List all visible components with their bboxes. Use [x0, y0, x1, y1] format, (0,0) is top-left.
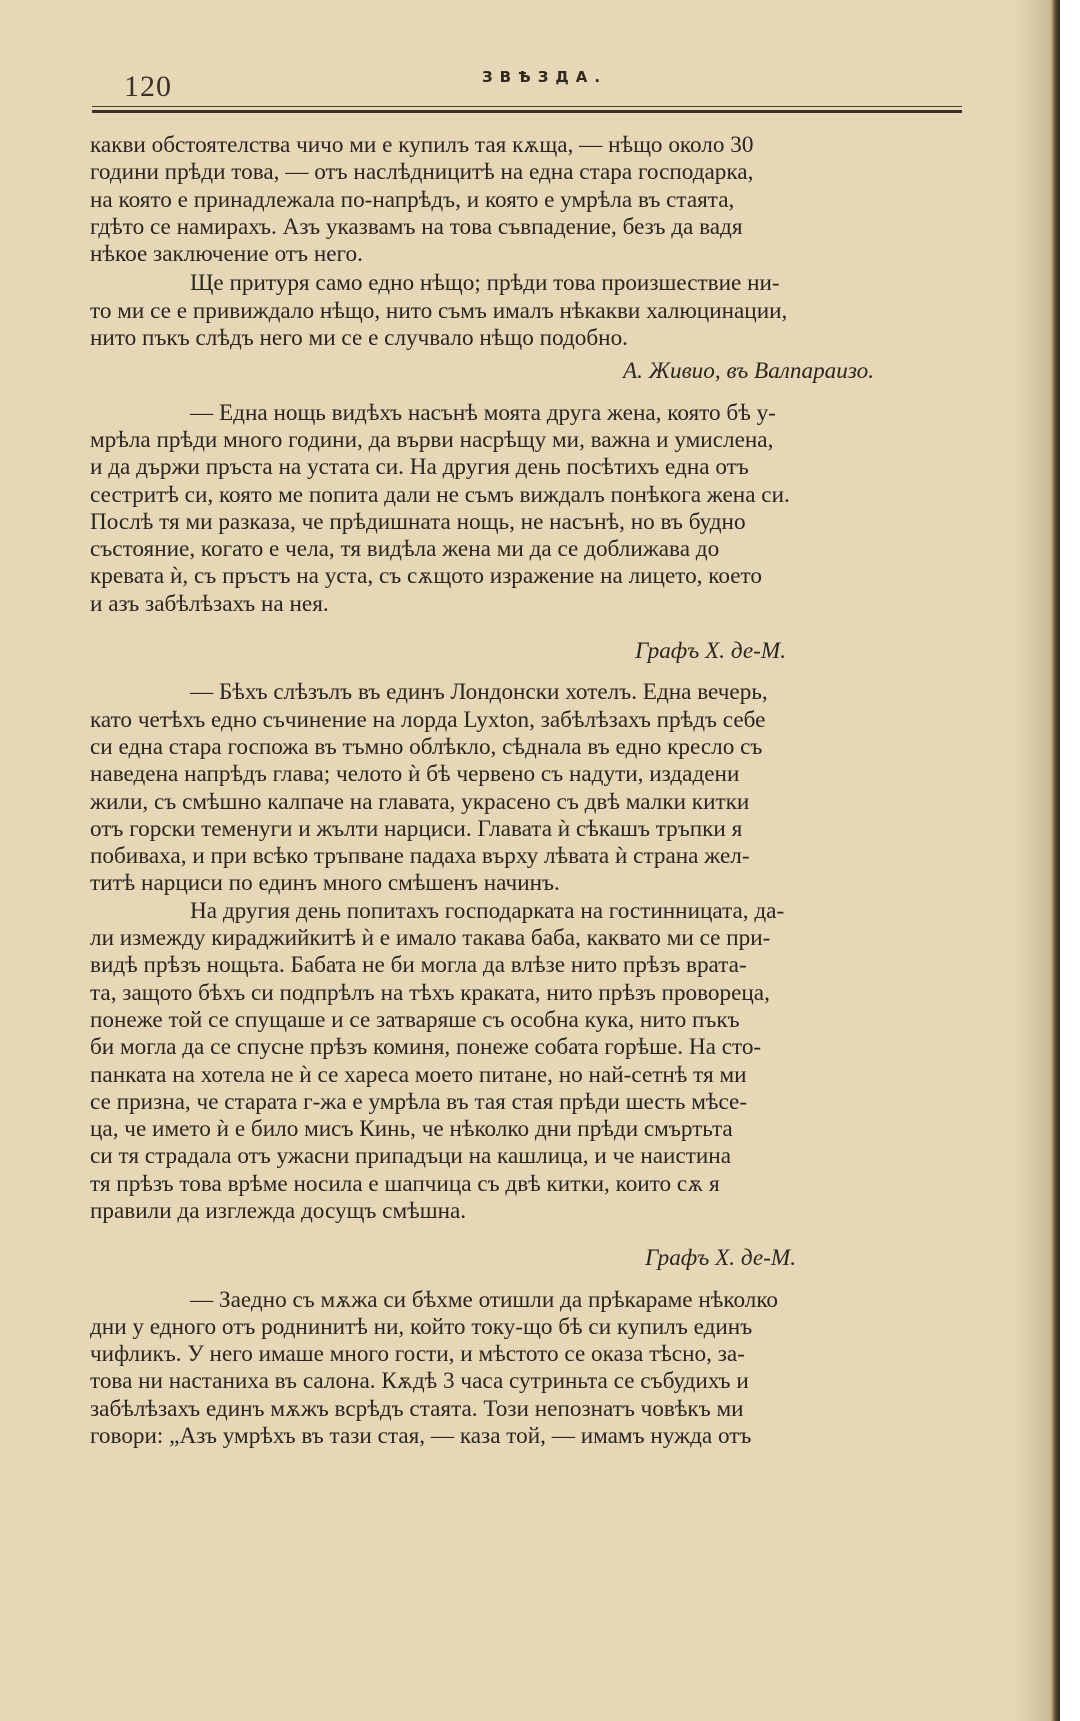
page-fold-shadow [1015, 0, 1051, 1721]
text-line: панката на хотела не ѝ се хареса моето питане, но най-сетнѣ тя ми [90, 1061, 747, 1088]
text-line: отъ горски теменуги и жълти нарциси. Главата ѝ сѣкашъ тръпки я [90, 815, 743, 842]
text-line: нито пъкъ слѣдъ него ми се е случвало нѣщо подобно. [90, 325, 628, 352]
text-line: титѣ нарциси по единъ много смѣшенъ начинъ. [90, 870, 560, 897]
signature: Графъ Х. де-М. [635, 638, 786, 665]
text-line: сестритѣ си, която ме попита дали не съмъ виждалъ понѣкога жена си. [90, 481, 790, 508]
text-line: Послѣ тя ми разказа, че прѣдишната нощь, не насънѣ, но въ будно [90, 508, 746, 535]
text-line: — Заедно съ мѫжа си бѣхме отишли да прѣкараме нѣколко [190, 1286, 779, 1313]
text-line: нѣкое заключение отъ него. [90, 241, 363, 268]
text-line: си една стара госпожа въ тъмно облѣкло, сѣднала въ едно кресло съ [90, 733, 763, 760]
text-line: като четѣхъ едно съчинение на лорда Lyxton, забѣлѣзахъ прѣдъ себе [90, 706, 766, 733]
text-line: дни у едного отъ роднинитѣ ни, който току-що бѣ си купилъ единъ [90, 1313, 753, 1340]
page-number: 120 [124, 70, 172, 103]
body-text [90, 132, 956, 1450]
paragraph [90, 679, 956, 897]
text-line: би могла да се спусне прѣзъ коминя, понеже собата горѣше. На сто- [90, 1034, 762, 1061]
text-line: си тя страдала отъ ужасни припадъци на кашлица, и че наистина [90, 1143, 731, 1170]
text-line: видѣ прѣзъ нощьта. Бабата не би могла да влѣзе нито прѣзъ врата- [90, 952, 747, 979]
text-line: тя прѣзъ това врѣме носила е шапчица съ двѣ китки, които сѫ я [90, 1170, 720, 1197]
signature: А. Живио, въ Валпараизо. [623, 358, 874, 385]
header-rule-thick [92, 110, 962, 113]
text-line: — Една нощь видѣхъ насънѣ моята друга жена, която бѣ у- [190, 399, 776, 426]
paragraph [90, 132, 956, 268]
text-line: мрѣла прѣди много години, да върви насрѣщу ми, важна и умислена, [90, 426, 774, 453]
text-line: години прѣди това, — отъ наслѣдницитѣ на една стара господарка, [90, 159, 754, 186]
text-line: се призна, че старата г-жа е умрѣла въ тая стая прѣди шесть мѣсе- [90, 1088, 748, 1115]
text-line: жили, съ смѣшно калпаче на главата, украсено съ двѣ малки китки [90, 788, 750, 815]
text-line: състояние, когато е чела, тя видѣла жена ми да се доближава до [90, 536, 720, 563]
text-line: говори: „Азъ умрѣхъ въ тази стая, — каза той, — имамъ нужда отъ [90, 1423, 752, 1450]
page-edge [1051, 0, 1060, 1721]
paragraph [90, 400, 956, 618]
text-line: кревата ѝ, съ пръстъ на уста, съ сѫщото изражение на лицето, което [90, 563, 762, 590]
text-line: понеже той се спущаше и се затваряше съ особна кука, нито пъкъ [90, 1006, 740, 1033]
text-line: побиваха, и при всѣко тръпване падаха върху лѣвата ѝ страна жел- [90, 843, 750, 870]
text-line: и да държи пръста на устата си. На другия день посѣтихъ една отъ [90, 454, 749, 481]
signature: Графъ Х. де-М. [645, 1245, 796, 1272]
paragraph [90, 270, 956, 352]
text-line: На другия день попитахъ господарката на гостинницата, да- [190, 897, 785, 924]
text-line: ца, че името ѝ е било мисъ Кинь, че нѣколко дни прѣди смъртьта [90, 1116, 733, 1143]
text-line: наведена напрѣдъ глава; челото ѝ бѣ червено съ надути, издадени [90, 761, 740, 788]
text-line: та, защото бѣхъ си подпрѣлъ на тѣхъ краката, нито прѣзъ проворецa, [90, 979, 770, 1006]
running-title: ЗВѢЗДА. [482, 68, 608, 86]
paragraph [90, 898, 956, 1226]
text-line: забѣлѣзахъ единъ мѫжъ всрѣдъ стаята. Този непознатъ човѣкъ ми [90, 1395, 744, 1422]
text-line: правили да изглежда досущъ смѣшна. [90, 1197, 467, 1224]
text-line: ли измежду кираджийкитѣ ѝ е имало такава баба, каквато ми се при- [90, 925, 771, 952]
text-line: — Бѣхъ слѣзълъ въ единъ Лондонски хотелъ. Една вечерь, [190, 679, 768, 706]
text-line: гдѣто се намирахъ. Азъ указвамъ на това съвпадение, безъ да вадя [90, 213, 743, 240]
text-line: това ни настаниха въ салона. Кѫдѣ 3 часа сутриньта се събудихъ и [90, 1368, 749, 1395]
text-line: чифликъ. У него имаше много гости, и мѣстото се оказа тѣсно, за- [90, 1341, 745, 1368]
text-line: то ми се е привиждало нѣщо, нито съмъ ималъ нѣкакви халюцинации, [90, 297, 788, 324]
text-line: Ще притуря само едно нѣщо; прѣди това произшествие ни- [190, 270, 780, 297]
header-rule-thin [92, 106, 962, 107]
text-line: какви обстоятелства чичо ми е купилъ тая кѫща, — нѣщо около 30 [90, 132, 754, 158]
page-header [92, 62, 962, 122]
text-line: на която е принадлежала по-напрѣдъ, и която е умрѣла въ стаята, [90, 186, 735, 213]
text-line: и азъ забѣлѣзахъ на нея. [90, 590, 329, 617]
paragraph [90, 1287, 956, 1451]
